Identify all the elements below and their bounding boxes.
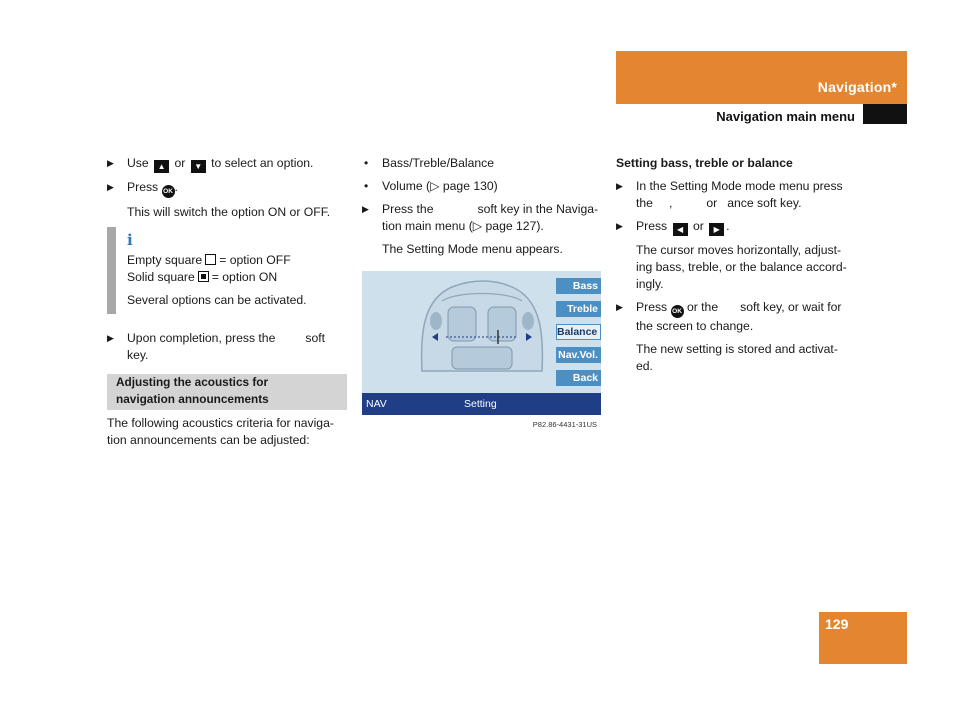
bullet-icon: • <box>364 179 369 193</box>
left-arrow-key-icon: ◀ <box>673 223 688 236</box>
down-arrow-key-icon: ▼ <box>191 160 206 173</box>
chapter-header <box>616 51 907 104</box>
note-setting-stored: The new setting is stored and activat- ed. <box>636 342 838 373</box>
column-left <box>107 155 347 449</box>
arrow-icon: ▶ <box>616 302 623 312</box>
status-setting-label: Setting <box>464 398 497 410</box>
info-box <box>107 227 347 314</box>
step-press-left-right: ▶ Press ◀ or ▶ . <box>616 219 730 234</box>
step-upon-completion: ▶ Upon completion, press the soft key. <box>107 331 326 362</box>
chapter-title: Navigation* <box>817 79 897 95</box>
arrow-icon: ▶ <box>616 221 623 231</box>
step-select-option: ▶ Use ▲ or ▼ to select an option. <box>107 156 314 171</box>
softkey-back[interactable]: Back <box>556 370 601 386</box>
arrow-icon: ▶ <box>362 204 369 214</box>
step-press-ok-or-back: ▶ Press OK or the soft key, or wait for the screen to change. <box>616 300 842 333</box>
section-heading-acoustics: Adjusting the acoustics for navigation announcements <box>107 374 347 410</box>
softkey-nav-vol[interactable]: Nav.Vol. <box>556 347 601 363</box>
info-icon: i <box>127 231 133 249</box>
section-header <box>616 104 907 126</box>
ok-button-icon: OK <box>671 305 684 318</box>
step-press-softkey: ▶ Press the soft key in the Naviga- tion main menu (▷ page 127). <box>362 202 599 233</box>
bullet-icon: • <box>364 156 369 170</box>
heading-setting-bass: Setting bass, treble or balance <box>616 156 793 170</box>
arrow-icon: ▶ <box>616 181 623 191</box>
column-right <box>616 155 861 381</box>
arrow-icon: ▶ <box>107 182 114 192</box>
acoustics-paragraph: The following acoustics criteria for naviga- tion announcements can be adjusted: <box>107 416 334 447</box>
page-number-tab <box>819 612 907 664</box>
figure-caption: P82.86-4431-31US <box>532 420 597 429</box>
bullet-volume: • Volume (▷ page 130) <box>364 179 498 193</box>
setting-mode-screen <box>362 271 601 415</box>
info-empty-square: Empty square = option OFF <box>127 253 291 267</box>
ok-button-icon: OK <box>162 185 175 198</box>
section-title: Navigation main menu <box>716 109 855 124</box>
softkey-treble[interactable]: Treble <box>556 301 601 317</box>
up-arrow-key-icon: ▲ <box>154 160 169 173</box>
section-marker <box>863 104 907 124</box>
status-nav-label: NAV <box>366 398 387 410</box>
info-solid-square: Solid square = option ON <box>127 270 278 284</box>
softkey-bass[interactable]: Bass <box>556 278 601 294</box>
note-menu-appears: The Setting Mode menu appears. <box>382 242 563 256</box>
step-press-ok: ▶ Press OK . <box>107 179 347 198</box>
arrow-icon: ▶ <box>107 158 114 168</box>
info-several: Several options can be activated. <box>127 293 307 307</box>
info-bar <box>107 227 116 314</box>
arrow-icon: ▶ <box>107 333 114 343</box>
empty-square-icon <box>205 254 216 265</box>
screen-status-bar <box>362 393 601 415</box>
page-number: 129 <box>825 616 849 632</box>
note-cursor-moves: The cursor moves horizontally, adjust- ing bass, treble, or the balance accord- ingly. <box>636 243 847 291</box>
note-switch: This will switch the option ON or OFF. <box>127 205 331 219</box>
bullet-bass-treble: • Bass/Treble/Balance <box>364 156 495 170</box>
softkey-balance[interactable]: Balance <box>556 324 601 340</box>
solid-square-icon <box>198 271 209 282</box>
right-arrow-key-icon: ▶ <box>709 223 724 236</box>
step-setting-mode: ▶ In the Setting Mode mode menu press the , or ance soft key. <box>616 179 843 210</box>
column-middle <box>362 155 602 429</box>
